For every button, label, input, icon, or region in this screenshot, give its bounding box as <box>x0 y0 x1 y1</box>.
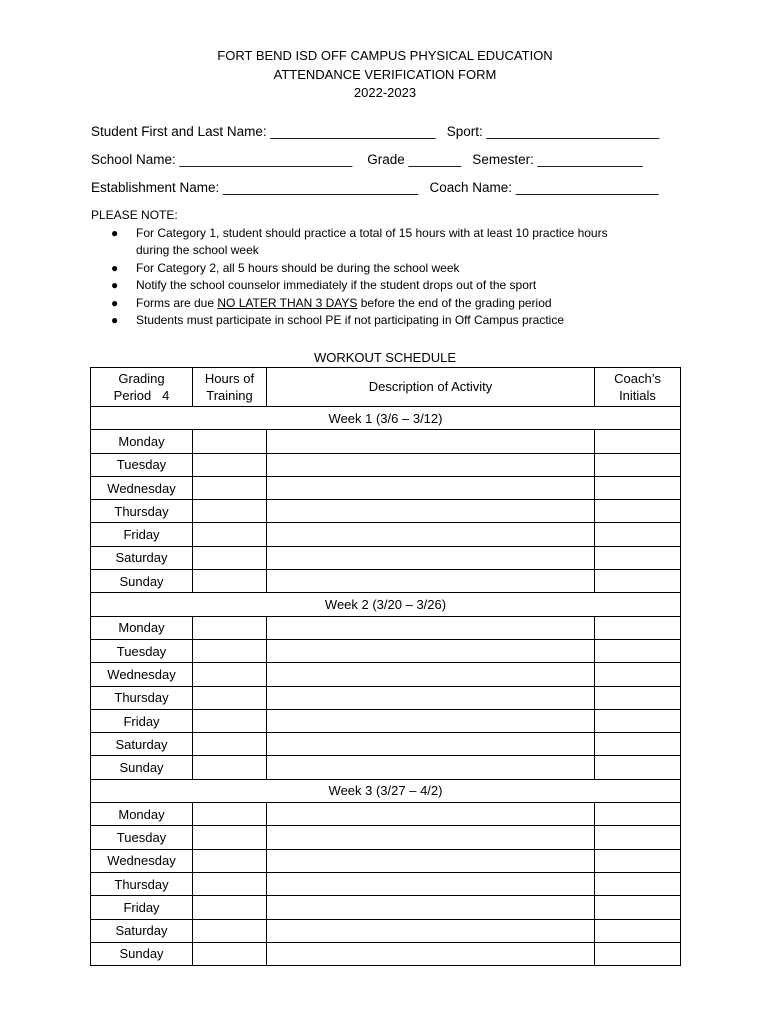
table-row <box>91 430 681 453</box>
table-row <box>91 639 681 662</box>
table-row <box>91 523 681 546</box>
description-cell[interactable] <box>267 896 595 919</box>
day-label: Thursday <box>91 500 193 523</box>
initials-cell[interactable] <box>595 523 681 546</box>
day-label: Wednesday <box>91 476 193 499</box>
description-cell[interactable] <box>267 733 595 756</box>
bullet-icon: ● <box>111 226 119 240</box>
title-line-3: 2022-2023 <box>353 85 417 100</box>
description-cell[interactable] <box>267 570 595 593</box>
col-grading-period: Grading Period 4 <box>91 368 193 407</box>
initials-cell[interactable] <box>595 826 681 849</box>
table-row <box>91 756 681 779</box>
day-label: Sunday <box>91 942 193 965</box>
day-label: Tuesday <box>91 826 193 849</box>
initials-cell[interactable] <box>595 686 681 709</box>
description-cell[interactable] <box>267 826 595 849</box>
hours-cell[interactable] <box>193 430 267 453</box>
note-item: ● Forms are due NO LATER THAN 3 DAYS before the end of the grading period <box>108 295 668 312</box>
hours-cell[interactable] <box>193 919 267 942</box>
schedule-title: WORKOUT SCHEDULE <box>313 350 457 365</box>
table-row <box>91 826 681 849</box>
table-row <box>91 942 681 965</box>
description-cell[interactable] <box>267 430 595 453</box>
initials-cell[interactable] <box>595 430 681 453</box>
description-cell[interactable] <box>267 500 595 523</box>
day-label: Friday <box>91 523 193 546</box>
day-label: Thursday <box>91 872 193 895</box>
note-item-continuation: during the school week <box>136 243 259 258</box>
initials-cell[interactable] <box>595 663 681 686</box>
day-label: Friday <box>91 709 193 732</box>
hours-cell[interactable] <box>193 826 267 849</box>
col-description: Description of Activity <box>267 368 595 407</box>
description-cell[interactable] <box>267 616 595 639</box>
table-header-row <box>91 368 681 407</box>
table-row <box>91 919 681 942</box>
note-item: ● For Category 2, all 5 hours should be during the school week <box>108 260 668 277</box>
initials-cell[interactable] <box>595 709 681 732</box>
hours-cell[interactable] <box>193 942 267 965</box>
week-label: Week 1 (3/6 – 3/12) <box>91 407 681 430</box>
hours-cell[interactable] <box>193 896 267 919</box>
bullet-icon: ● <box>111 278 119 293</box>
hours-cell[interactable] <box>193 616 267 639</box>
initials-cell[interactable] <box>595 476 681 499</box>
form-title <box>0 47 770 103</box>
initials-cell[interactable] <box>595 919 681 942</box>
initials-cell[interactable] <box>595 500 681 523</box>
table-row <box>91 803 681 826</box>
table-row <box>91 663 681 686</box>
day-label: Wednesday <box>91 663 193 686</box>
week-header-row <box>91 407 681 430</box>
hours-cell[interactable] <box>193 849 267 872</box>
bullet-icon: ● <box>111 295 119 310</box>
table-row <box>91 616 681 639</box>
title-line-1: FORT BEND ISD OFF CAMPUS PHYSICAL EDUCATION <box>217 48 553 63</box>
table-row <box>91 872 681 895</box>
initials-cell[interactable] <box>595 616 681 639</box>
notes-heading: PLEASE NOTE: <box>91 208 178 222</box>
day-label: Monday <box>91 430 193 453</box>
field-student-sport[interactable]: Student First and Last Name: ______________________ Sport: _______________________ <box>91 124 660 139</box>
hours-cell[interactable] <box>193 453 267 476</box>
day-label: Wednesday <box>91 849 193 872</box>
hours-cell[interactable] <box>193 803 267 826</box>
table-row <box>91 500 681 523</box>
week-header-row <box>91 779 681 802</box>
table-row <box>91 570 681 593</box>
initials-cell[interactable] <box>595 733 681 756</box>
week-label: Week 3 (3/27 – 4/2) <box>91 779 681 802</box>
hours-cell[interactable] <box>193 500 267 523</box>
day-label: Tuesday <box>91 639 193 662</box>
initials-cell[interactable] <box>595 872 681 895</box>
description-cell[interactable] <box>267 849 595 872</box>
day-label: Tuesday <box>91 453 193 476</box>
day-label: Saturday <box>91 546 193 569</box>
description-cell[interactable] <box>267 453 595 476</box>
table-row <box>91 896 681 919</box>
description-cell[interactable] <box>267 872 595 895</box>
description-cell[interactable] <box>267 523 595 546</box>
description-cell[interactable] <box>267 756 595 779</box>
table-row <box>91 709 681 732</box>
description-cell[interactable] <box>267 803 595 826</box>
table-row <box>91 546 681 569</box>
initials-cell[interactable] <box>595 453 681 476</box>
week-label: Week 2 (3/20 – 3/26) <box>91 593 681 616</box>
hours-cell[interactable] <box>193 872 267 895</box>
hours-cell[interactable] <box>193 639 267 662</box>
col-hours-training: Hours of Training <box>193 368 267 407</box>
workout-schedule-table <box>90 367 681 966</box>
table-row <box>91 453 681 476</box>
day-label: Sunday <box>91 756 193 779</box>
table-row <box>91 476 681 499</box>
hours-cell[interactable] <box>193 570 267 593</box>
hours-cell[interactable] <box>193 663 267 686</box>
day-label: Saturday <box>91 733 193 756</box>
initials-cell[interactable] <box>595 896 681 919</box>
day-label: Monday <box>91 616 193 639</box>
description-cell[interactable] <box>267 476 595 499</box>
note-item: ● For Category 1, student should practice a total of 15 hours with at least 10 practice hours <box>108 225 668 242</box>
initials-cell[interactable] <box>595 849 681 872</box>
day-label: Friday <box>91 896 193 919</box>
hours-cell[interactable] <box>193 733 267 756</box>
description-cell[interactable] <box>267 546 595 569</box>
note-item: ● Students must participate in school PE if not participating in Off Campus practice <box>108 312 668 329</box>
day-label: Saturday <box>91 919 193 942</box>
hours-cell[interactable] <box>193 686 267 709</box>
table-row <box>91 686 681 709</box>
initials-cell[interactable] <box>595 803 681 826</box>
table-row <box>91 849 681 872</box>
initials-cell[interactable] <box>595 639 681 662</box>
field-establishment-coach[interactable]: Establishment Name: __________________________ Coach Name: ___________________ <box>91 180 659 195</box>
week-header-row <box>91 593 681 616</box>
notes-list <box>108 225 668 329</box>
description-cell[interactable] <box>267 686 595 709</box>
hours-cell[interactable] <box>193 523 267 546</box>
note-item: ● Notify the school counselor immediately if the student drops out of the sport <box>108 277 668 294</box>
title-line-2: ATTENDANCE VERIFICATION FORM <box>273 66 497 82</box>
field-school-grade-semester[interactable]: School Name: _______________________ Grade _______ Semester: ______________ <box>91 152 643 167</box>
initials-cell[interactable] <box>595 756 681 779</box>
hours-cell[interactable] <box>193 476 267 499</box>
hours-cell[interactable] <box>193 709 267 732</box>
initials-cell[interactable] <box>595 546 681 569</box>
description-cell[interactable] <box>267 709 595 732</box>
col-coach-initials: Coach’s Initials <box>595 368 681 407</box>
initials-cell[interactable] <box>595 942 681 965</box>
initials-cell[interactable] <box>595 570 681 593</box>
description-cell[interactable] <box>267 663 595 686</box>
description-cell[interactable] <box>267 942 595 965</box>
hours-cell[interactable] <box>193 756 267 779</box>
bullet-icon: ● <box>111 313 119 328</box>
description-cell[interactable] <box>267 919 595 942</box>
hours-cell[interactable] <box>193 546 267 569</box>
bullet-icon: ● <box>111 260 119 275</box>
day-label: Sunday <box>91 570 193 593</box>
day-label: Monday <box>91 803 193 826</box>
day-label: Thursday <box>91 686 193 709</box>
table-row <box>91 733 681 756</box>
description-cell[interactable] <box>267 639 595 662</box>
